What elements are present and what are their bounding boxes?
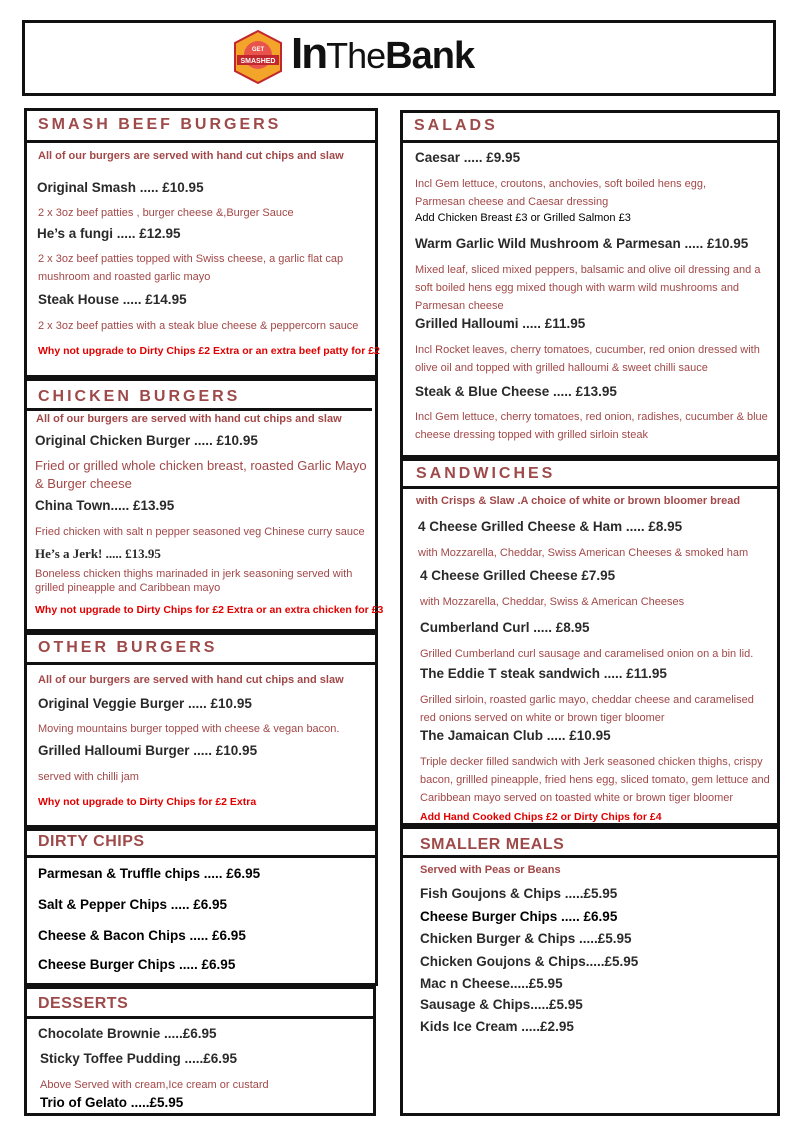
smash-title: SMASH BEEF BURGERS [38, 116, 282, 133]
other-note: All of our burgers are served with hand cut chips and slaw [38, 674, 344, 686]
salad-item-desc: Incl Gem lettuce, croutons, anchovies, soft boiled hens egg, Parmesan cheese and Caesar dressing [415, 178, 707, 208]
smash-item-desc: 2 x 3oz beef patties topped with Swiss cheese, a garlic flat cap mushroom and roasted garlic mayo [38, 253, 344, 283]
dirty-item: Parmesan & Truffle chips ..... £6.95 [38, 866, 261, 881]
smaller-item: Sausage & Chips.....£5.95 [420, 997, 583, 1012]
smaller-title: SMALLER MEALS [420, 836, 565, 853]
smaller-item: Kids Ice Cream .....£2.95 [420, 1019, 574, 1034]
sandwich-item-name: The Eddie T steak sandwich ..... £11.95 [420, 666, 667, 681]
sandwich-item-name: 4 Cheese Grilled Cheese £7.95 [420, 568, 616, 583]
smash-item-name: Original Smash ..... £10.95 [37, 180, 204, 195]
desserts-note: Above Served with cream,Ice cream or custard [40, 1079, 269, 1091]
sandwich-item-desc: Triple decker filled sandwich with Jerk seasoned chicken thighs, crispy bacon, grillled pineapple, fried hens egg, sliced tomato, gem lettuce and Caribbean mayo served on toasted white or brown tiger bloomer [420, 756, 770, 804]
other-upsell: Why not upgrade to Dirty Chips for £2 Extra [38, 796, 257, 808]
sandwich-item-desc: with Mozzarella, Cheddar, Swiss & American Cheeses [420, 596, 685, 608]
other-title-rule [24, 662, 378, 665]
brand-name [291, 29, 474, 79]
salad-item-name: Steak & Blue Cheese ..... £13.95 [415, 384, 617, 399]
dessert-item: Chocolate Brownie .....£6.95 [38, 1026, 217, 1041]
header-box [22, 20, 776, 96]
dirty-title: DIRTY CHIPS [38, 833, 145, 850]
salad-item-name: Grilled Halloumi ..... £11.95 [415, 316, 586, 331]
smash-section [24, 108, 378, 378]
chicken-item-name: He’s a Jerk! ..... £13.95 [35, 546, 161, 561]
other-item-name: Grilled Halloumi Burger ..... £10.95 [38, 743, 258, 758]
brand-the: The [326, 35, 386, 76]
smash-upsell: Why not upgrade to Dirty Chips £2 Extra or an extra beef patty for £2 [38, 345, 380, 357]
chicken-item-desc: Fried or grilled whole chicken breast, roasted Garlic Mayo & Burger cheese [35, 458, 367, 491]
chicken-item-desc: Boneless chicken thighs marinaded in jerk seasoning served with grilled pineapple and Caribbean mayo [35, 568, 353, 594]
dirty-item: Salt & Pepper Chips ..... £6.95 [38, 897, 228, 912]
dessert-item: Trio of Gelato .....£5.95 [40, 1095, 184, 1110]
desserts-title-rule [24, 1016, 376, 1019]
chicken-upsell: Why not upgrade to Dirty Chips for £2 Extra or an extra chicken for £3 [35, 604, 384, 616]
desserts-title: DESSERTS [38, 995, 129, 1012]
dirty-item: Cheese & Bacon Chips ..... £6.95 [38, 928, 246, 943]
smaller-title-rule [400, 855, 778, 858]
sandwich-item-name: The Jamaican Club ..... £10.95 [420, 728, 611, 743]
other-title: OTHER BURGERS [38, 639, 218, 656]
dessert-item: Sticky Toffee Pudding .....£6.95 [40, 1051, 238, 1066]
smaller-item: Fish Goujons & Chips .....£5.95 [420, 886, 618, 901]
salad-item-desc: Incl Gem lettuce, cherry tomatoes, red onion, radishes, cucumber & blue cheese dressing topped with grilled sirloin steak [415, 411, 768, 441]
brand-in: In [291, 29, 327, 78]
chicken-title-rule [24, 408, 372, 411]
salad-item-extra: Add Chicken Breast £3 or Grilled Salmon £3 [415, 212, 631, 224]
smaller-item: Chicken Goujons & Chips.....£5.95 [420, 954, 639, 969]
chicken-item-name: China Town..... £13.95 [35, 498, 175, 513]
salad-item-desc: Mixed leaf, sliced mixed peppers, balsamic and olive oil dressing and a soft boiled hens egg mixed though with warm wild mushrooms and Parmesan cheese [415, 264, 761, 312]
svg-text:GET: GET [251, 47, 265, 53]
smaller-note: Served with Peas or Beans [420, 864, 561, 876]
chicken-item-name: Original Chicken Burger ..... £10.95 [35, 433, 258, 448]
smaller-item: Chicken Burger & Chips .....£5.95 [420, 931, 632, 946]
smash-note: All of our burgers are served with hand cut chips and slaw [38, 150, 344, 162]
sandwiches-upsell: Add Hand Cooked Chips £2 or Dirty Chips for £4 [420, 811, 662, 823]
smash-item-desc: 2 x 3oz beef patties , burger cheese &,Burger Sauce [38, 207, 294, 219]
salad-item-name: Caesar ..... £9.95 [415, 150, 521, 165]
salads-title-rule [400, 140, 780, 143]
other-item-desc: Moving mountains burger topped with cheese & vegan bacon. [38, 723, 340, 735]
get-smashed-logo [231, 29, 285, 85]
sandwich-item-desc: Grilled Cumberland curl sausage and caramelised onion on a bin lid. [420, 648, 754, 660]
other-item-desc: served with chilli jam [38, 771, 139, 783]
brand-bank: Bank [385, 35, 475, 77]
dirty-item: Cheese Burger Chips ..... £6.95 [38, 957, 236, 972]
sandwich-item-desc: with Mozzarella, Cheddar, Swiss American Cheeses & smoked ham [418, 547, 749, 559]
sandwich-item-name: 4 Cheese Grilled Cheese & Ham ..... £8.95 [418, 519, 683, 534]
sandwiches-note: with Crisps & Slaw .A choice of white or brown bloomer bread [416, 495, 741, 507]
dirty-title-rule [24, 855, 378, 858]
sandwiches-title-rule [400, 486, 780, 489]
sandwich-item-name: Cumberland Curl ..... £8.95 [420, 620, 590, 635]
sandwiches-title: SANDWICHES [416, 465, 556, 482]
smaller-item: Mac n Cheese.....£5.95 [420, 976, 563, 991]
salads-title: SALADS [414, 117, 498, 134]
smash-item-name: Steak House ..... £14.95 [38, 292, 187, 307]
smaller-item: Cheese Burger Chips ..... £6.95 [420, 909, 618, 924]
smash-item-name: He’s a fungi ..... £12.95 [37, 226, 181, 241]
chicken-title: CHICKEN BURGERS [38, 388, 241, 405]
smash-title-rule [24, 140, 378, 143]
chicken-note: All of our burgers are served with hand cut chips and slaw [36, 413, 342, 425]
salad-item-desc: Incl Rocket leaves, cherry tomatoes, cucumber, red onion dressed with olive oil and topped with grilled halloumi & sweet chilli sauce [415, 344, 760, 374]
other-item-name: Original Veggie Burger ..... £10.95 [38, 696, 252, 711]
sandwich-item-desc: Grilled sirloin, roasted garlic mayo, cheddar cheese and caramelised red onions served on white or brown tiger bloomer [420, 694, 754, 724]
salad-item-name: Warm Garlic Wild Mushroom & Parmesan ..... £10.95 [415, 236, 749, 251]
smash-item-desc: 2 x 3oz beef patties with a steak blue cheese & peppercorn sauce [38, 320, 359, 332]
svg-text:SMASHED: SMASHED [240, 58, 276, 65]
chicken-item-desc: Fried chicken with salt n pepper seasoned veg Chinese curry sauce [35, 526, 365, 538]
